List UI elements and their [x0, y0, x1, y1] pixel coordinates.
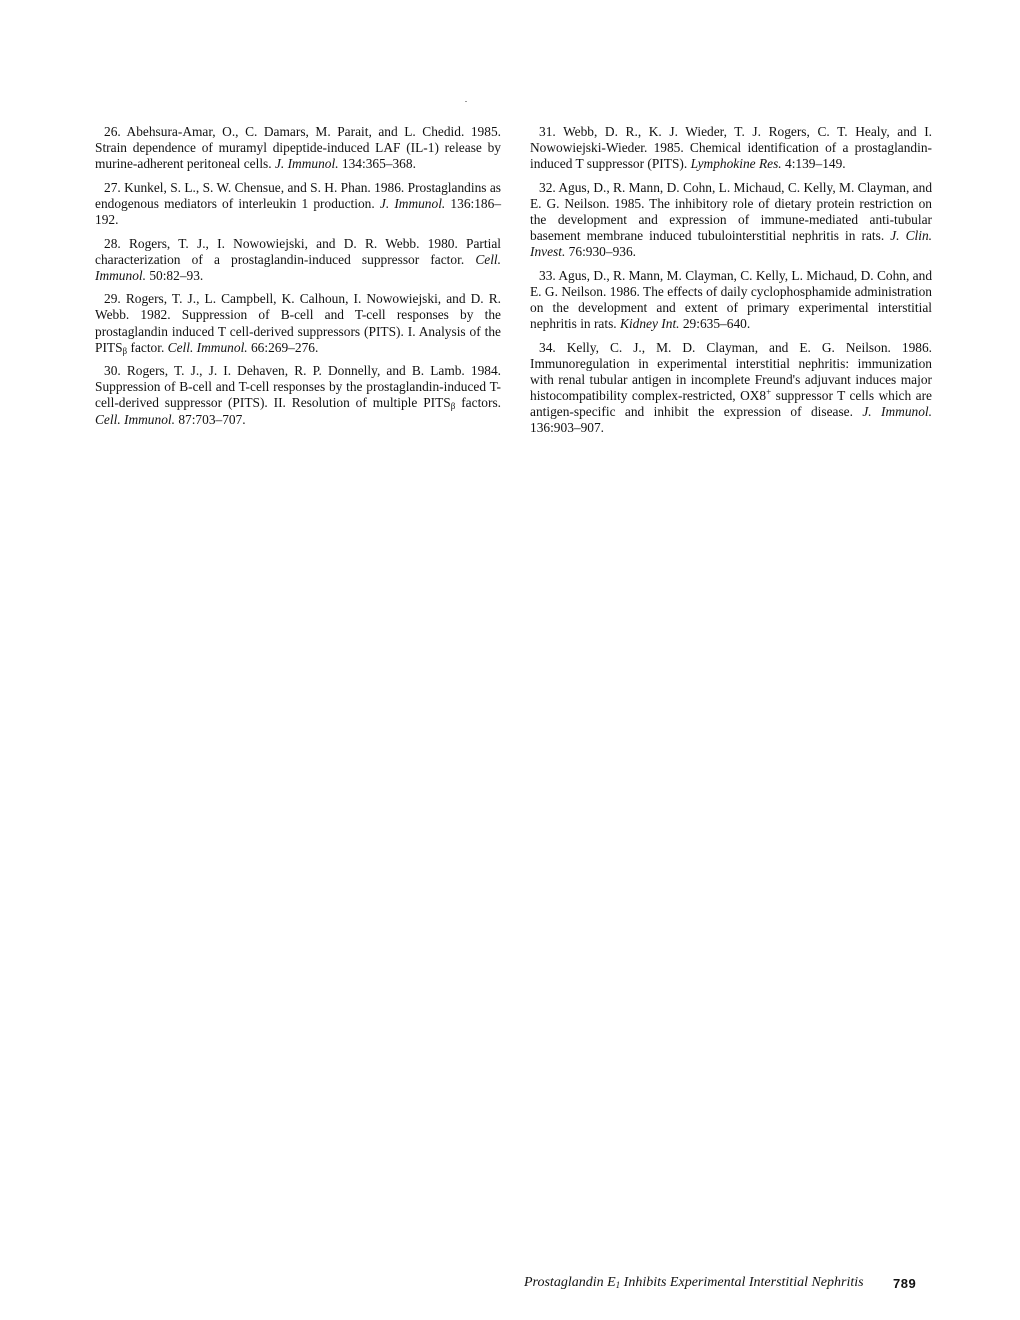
running-title: Prostaglandin $E_1$ Inhibits Experimental Interstitial Nephritis	[524, 1275, 864, 1290]
references-column-left	[95, 124, 501, 428]
journal-name: Kidney Int.	[620, 316, 680, 332]
journal-name: Cell. Immunol.	[167, 339, 248, 355]
reference-26: 26. Abehsura-Amar, O., C. Damars, M. Parait, and L. Chedid. 1985. Strain dependence of muramyl dipeptide-induced LAF (IL-1) release by murine-adherent peritoneal cells. J. Immunol. 134:365–368.	[95, 124, 501, 172]
reference-30: 30. Rogers, T. J., J. I. Dehaven, R. P. Donnelly, and B. Lamb. 1984. Suppression of B-cell and T-cell responses by the prostaglandin-induced T-cell-derived suppressor (PITS). II. Resolution of multiple $PITS_\beta$ factors. Cell. Immunol. 87:703–707.	[95, 363, 501, 427]
journal-name: Cell. Immunol.	[95, 411, 175, 427]
reference-27: 27. Kunkel, S. L., S. W. Chensue, and S. H. Phan. 1986. Prostaglandins as endogenous mediators of interleukin 1 production. J. Immunol. 136:186–192.	[95, 179, 502, 227]
journal-name: J. Immunol.	[274, 156, 339, 172]
reference-33: 33. Agus, D., R. Mann, M. Clayman, C. Kelly, L. Michaud, D. Cohn, and E. G. Neilson. 1986. The effects of daily cyclophosphamide administration on the development and extent of primary experimental interstitial nephritis in rats. Kidney Int. 29:635–640.	[530, 267, 933, 332]
journal-name: Cell. Immunol.	[95, 251, 501, 283]
journal-name: J. Clin. Invest.	[530, 228, 932, 260]
references-column-right	[530, 124, 932, 436]
reference-32: 32. Agus, D., R. Mann, D. Cohn, L. Michaud, C. Kelly, M. Clayman, and E. G. Neilson. 1985. The inhibitory role of dietary protein restriction on the development and expression of immune-mediated anti-tubular basement membrane induced tubulointerstitial nephritis in rats. J. Clin. Invest. 76:930–936.	[530, 179, 933, 260]
journal-name: J. Immunol.	[379, 195, 446, 211]
journal-name: J. Immunol.	[862, 404, 932, 419]
reference-29: 29. Rogers, T. J., L. Campbell, K. Calhoun, I. Nowowiejski, and D. R. Webb. 1982. Suppression of B-cell and T-cell responses by the prostaglandin induced T cell-derived suppressors (PITS). I. Analysis of the $PITS_\beta$ factor. Cell. Immunol. 66:269–276.	[95, 291, 501, 356]
reference-34: 34. Kelly, C. J., M. D. Clayman, and E. G. Neilson. 1986. Immunoregulation in experimental interstitial nephritis: immunization with renal tubular antigen in incomplete Freund's adjuvant induces major histocompatibility complex-restricted, OX8+ suppressor T cells which are antigen-specific and inhibit the expression of disease. J. Immunol. 136:903–907.	[530, 339, 932, 436]
page-number: 789	[893, 1276, 917, 1291]
reference-31: 31. Webb, D. R., K. J. Wieder, T. J. Rogers, C. T. Healy, and I. Nowowiejski-Wieder. 1985. Chemical identification of a prostaglandin-induced T suppressor (PITS). Lymphokine Res. 4:139–149.	[530, 124, 932, 172]
journal-name: Lymphokine Res.	[690, 156, 782, 172]
speck-mark	[465, 101, 467, 102]
reference-28: 28. Rogers, T. J., I. Nowowiejski, and D. R. Webb. 1980. Partial characterization of a prostaglandin-induced suppressor factor. Cell. Immunol. 50:82–93.	[95, 235, 501, 283]
